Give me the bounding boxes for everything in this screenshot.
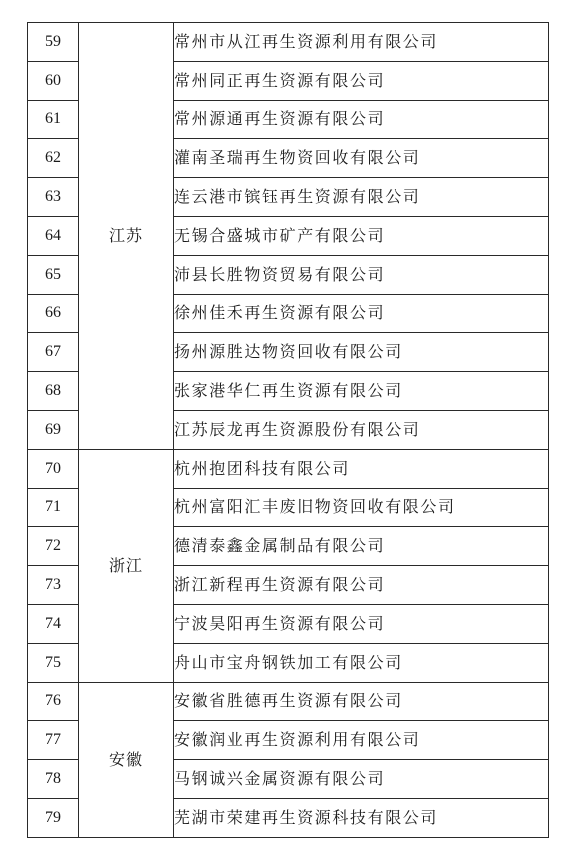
row-number: 75 (28, 643, 79, 682)
row-number: 62 (28, 139, 79, 178)
company-name: 德清泰鑫金属制品有限公司 (174, 527, 549, 566)
row-number: 64 (28, 216, 79, 255)
company-name: 无锡合盛城市矿产有限公司 (174, 216, 549, 255)
table-row (28, 449, 549, 488)
row-number: 77 (28, 721, 79, 760)
row-number: 78 (28, 760, 79, 799)
company-name: 常州源通再生资源有限公司 (174, 100, 549, 139)
row-number: 60 (28, 61, 79, 100)
row-number: 74 (28, 604, 79, 643)
row-number: 76 (28, 682, 79, 721)
company-name: 安徽润业再生资源利用有限公司 (174, 721, 549, 760)
province-cell: 浙江 (79, 449, 174, 682)
company-name: 灌南圣瑞再生物资回收有限公司 (174, 139, 549, 178)
row-number: 71 (28, 488, 79, 527)
table-row (28, 682, 549, 721)
province-cell: 安徽 (79, 682, 174, 837)
province-cell: 江苏 (79, 23, 174, 450)
row-number: 63 (28, 178, 79, 217)
company-name: 马钢诚兴金属资源有限公司 (174, 760, 549, 799)
table-row (28, 23, 549, 62)
company-name: 连云港市镔钰再生资源有限公司 (174, 178, 549, 217)
row-number: 69 (28, 410, 79, 449)
row-number: 73 (28, 566, 79, 605)
company-name: 舟山市宝舟钢铁加工有限公司 (174, 643, 549, 682)
row-number: 66 (28, 294, 79, 333)
company-name: 安徽省胜德再生资源有限公司 (174, 682, 549, 721)
company-name: 杭州富阳汇丰废旧物资回收有限公司 (174, 488, 549, 527)
row-number: 65 (28, 255, 79, 294)
company-name: 常州同正再生资源有限公司 (174, 61, 549, 100)
company-name: 浙江新程再生资源有限公司 (174, 566, 549, 605)
company-name: 杭州抱团科技有限公司 (174, 449, 549, 488)
company-name: 芜湖市荣建再生资源科技有限公司 (174, 798, 549, 837)
company-name: 宁波昊阳再生资源有限公司 (174, 604, 549, 643)
table-body (28, 23, 549, 838)
company-name: 江苏辰龙再生资源股份有限公司 (174, 410, 549, 449)
row-number: 61 (28, 100, 79, 139)
company-name: 常州市从江再生资源利用有限公司 (174, 23, 549, 62)
row-number: 59 (28, 23, 79, 62)
row-number: 68 (28, 372, 79, 411)
row-number: 70 (28, 449, 79, 488)
row-number: 72 (28, 527, 79, 566)
company-name: 沛县长胜物资贸易有限公司 (174, 255, 549, 294)
company-name: 扬州源胜达物资回收有限公司 (174, 333, 549, 372)
company-name: 徐州佳禾再生资源有限公司 (174, 294, 549, 333)
row-number: 67 (28, 333, 79, 372)
company-table (27, 22, 549, 838)
company-name: 张家港华仁再生资源有限公司 (174, 372, 549, 411)
row-number: 79 (28, 798, 79, 837)
